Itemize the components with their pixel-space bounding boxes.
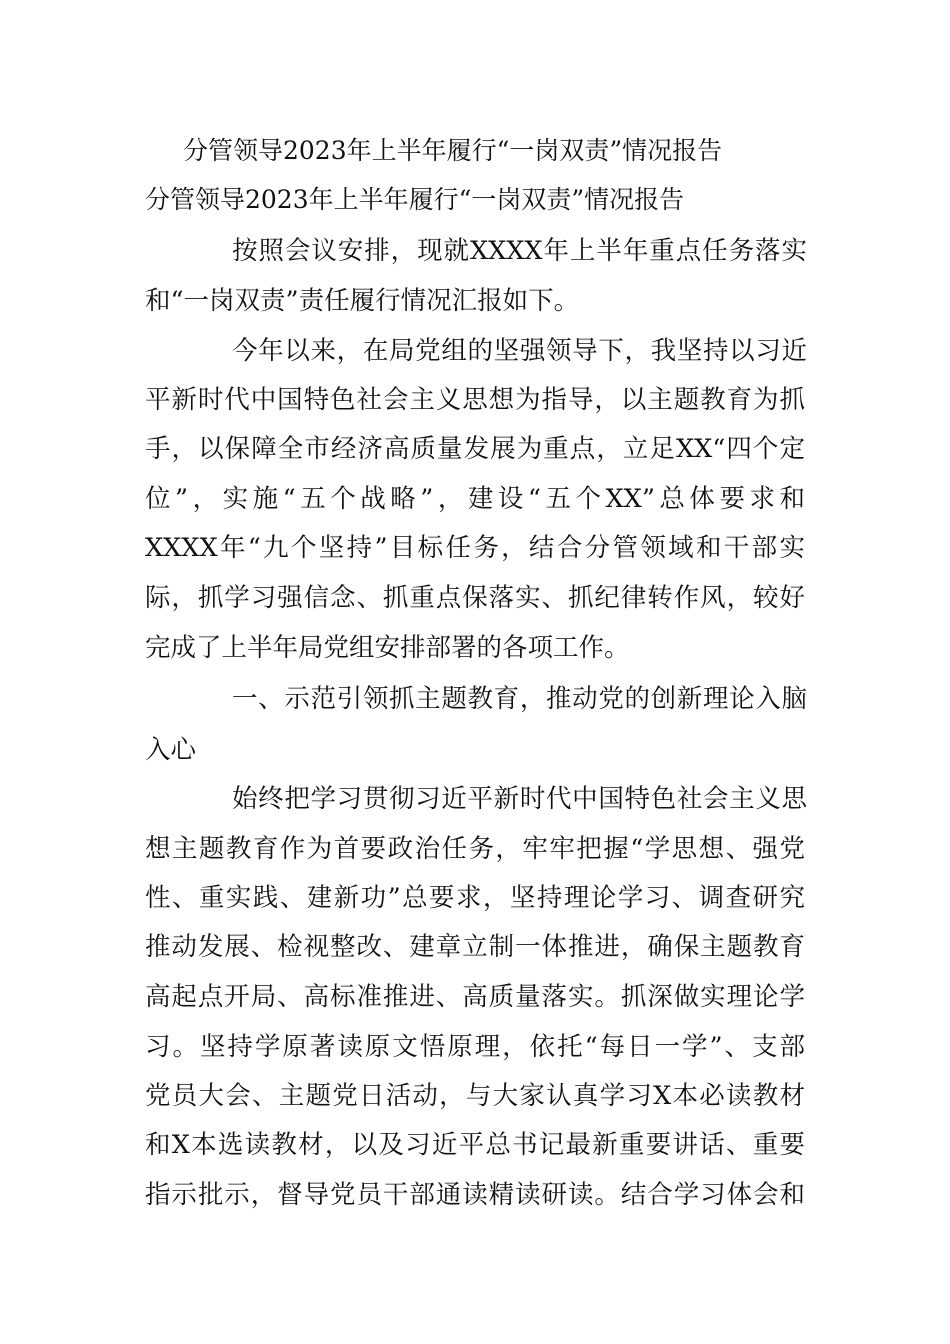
document-title: 分管领导2023年上半年履行“一岗双责”情况报告 [183, 136, 723, 165]
body-line: 和“一岗双责”责任履行情况汇报如下。 [145, 286, 580, 316]
body-line: 按照会议安排，现就XXXX年上半年重点任务落实 [232, 236, 807, 266]
body-line: 手，以保障全市经济高质量发展为重点，立足XX“四个定 [145, 434, 805, 464]
body-line: 党员大会、主题党日活动，与大家认真学习X本必读教材 [145, 1081, 805, 1111]
body-line: 今年以来，在局党组的坚强领导下，我坚持以习近 [232, 336, 807, 366]
body-line: 高起点开局、高标准推进、高质量落实。抓深做实理论学 [145, 982, 805, 1012]
body-line: 想主题教育作为首要政治任务，牢牢把握“学思想、强党 [145, 834, 805, 864]
body-line: 始终把学习贯彻习近平新时代中国特色社会主义思 [232, 784, 807, 814]
document-title-repeat: 分管领导2023年上半年履行“一岗双责”情况报告 [145, 185, 685, 214]
body-line: 位”，实施“五个战略”，建设“五个XX”总体要求和 [145, 484, 805, 514]
body-line: 完成了上半年局党组安排部署的各项工作。 [145, 633, 630, 663]
section-heading-continued: 入心 [145, 735, 197, 765]
body-line: 习。坚持学原著读原文悟原理，依托“每日一学”、支部 [145, 1032, 805, 1062]
body-line: 和X本选读教材，以及习近平总书记最新重要讲话、重要 [145, 1130, 805, 1160]
body-line: 指示批示，督导党员干部通读精读研读。结合学习体会和 [145, 1180, 805, 1210]
body-line: 平新时代中国特色社会主义思想为指导，以主题教育为抓 [145, 385, 805, 415]
body-line: 推动发展、检视整改、建章立制一体推进，确保主题教育 [145, 932, 805, 962]
body-line: 性、重实践、建新功”总要求，坚持理论学习、调查研究 [145, 883, 805, 913]
section-heading: 一、示范引领抓主题教育，推动党的创新理论入脑 [232, 684, 807, 714]
body-line: XXXX年“九个坚持”目标任务，结合分管领域和干部实 [145, 533, 805, 563]
body-line: 际，抓学习强信念、抓重点保落实、抓纪律转作风，较好 [145, 583, 805, 613]
